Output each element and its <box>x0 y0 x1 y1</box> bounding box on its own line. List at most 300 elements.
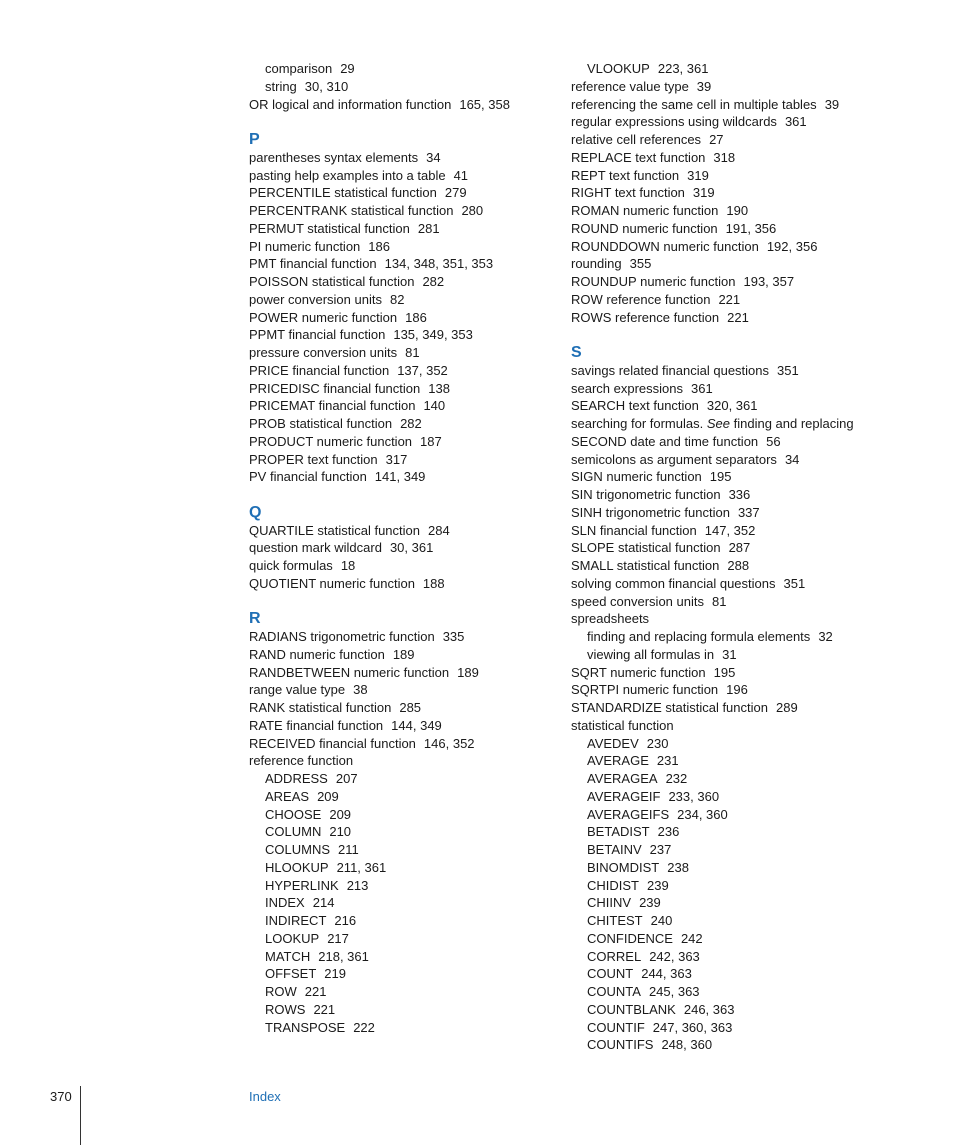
index-page-numbers: 81 <box>405 345 420 360</box>
index-page-numbers: 240 <box>650 913 673 928</box>
index-subentry <box>571 788 871 806</box>
index-subentry <box>571 965 871 983</box>
index-term: ROUND numeric function <box>571 220 718 236</box>
index-term: reference value type <box>571 78 689 94</box>
index-entry <box>571 78 871 96</box>
index-term: solving common financial questions <box>571 575 776 591</box>
index-term: SINH trigonometric function <box>571 504 730 520</box>
index-subentry <box>571 646 871 664</box>
index-page-numbers: 214 <box>312 895 335 911</box>
index-page-numbers: 191, 356 <box>725 220 777 236</box>
index-page-numbers: 223, 361 <box>657 61 709 76</box>
index-entry <box>571 291 871 309</box>
index-term: SQRT numeric function <box>571 664 706 680</box>
index-page-numbers: 144, 349 <box>391 717 442 733</box>
index-entry <box>571 593 871 611</box>
index-subentry <box>249 770 549 788</box>
index-entry <box>571 380 871 398</box>
index-entry <box>249 468 549 486</box>
index-entry <box>571 96 871 114</box>
index-term: RADIANS trigonometric function <box>249 629 435 644</box>
index-term: PRODUCT numeric function <box>249 433 413 449</box>
index-term: INDEX <box>265 895 305 911</box>
index-subentry <box>571 823 871 841</box>
index-term: ROW reference function <box>571 291 711 307</box>
index-term: ROWS reference function <box>571 309 720 325</box>
index-page-numbers: 238 <box>667 859 689 875</box>
index-page-numbers: 41 <box>453 167 469 183</box>
index-page-numbers: 213 <box>346 877 369 893</box>
index-page-numbers: 81 <box>711 593 727 609</box>
index-page-numbers: 141, 349 <box>374 469 426 485</box>
index-page-numbers: 147, 352 <box>704 522 756 538</box>
index-entry <box>249 309 549 327</box>
index-term: finding and replacing formula elements <box>587 629 811 644</box>
index-entry <box>249 646 549 664</box>
index-spacer <box>249 486 549 504</box>
index-term: PMT financial function <box>249 256 377 272</box>
index-page-numbers: 211, 361 <box>336 859 387 875</box>
index-letter-heading: S <box>571 344 582 361</box>
index-entry <box>571 362 871 380</box>
index-page-numbers: 242 <box>680 930 703 946</box>
index-page-numbers: 319 <box>692 185 715 201</box>
index-page-numbers: 279 <box>444 185 467 201</box>
index-term: QUOTIENT numeric function <box>249 575 415 591</box>
index-entry <box>249 664 549 682</box>
index-page-numbers: 30, 361 <box>389 540 434 556</box>
index-term: AVERAGE <box>587 753 649 769</box>
index-term: COUNTIFS <box>587 1037 654 1053</box>
index-subentry <box>571 930 871 948</box>
index-term: CHIINV <box>587 895 632 911</box>
index-subentry <box>571 859 871 877</box>
index-subentry <box>249 823 549 841</box>
index-entry <box>571 149 871 167</box>
index-page-numbers: 239 <box>647 877 669 893</box>
index-term: PERCENTRANK statistical function <box>249 203 454 218</box>
index-entry <box>249 220 549 238</box>
index-term: PROPER text function <box>249 451 378 467</box>
index-page-numbers: 207 <box>335 771 358 786</box>
index-term: RECEIVED financial function <box>249 735 416 751</box>
index-subentry <box>571 735 871 753</box>
index-page-numbers: 320, 361 <box>706 398 758 414</box>
index-subentry <box>249 912 549 930</box>
index-subentry <box>249 859 549 877</box>
index-page-numbers: 38 <box>353 682 368 698</box>
index-entry <box>249 397 549 415</box>
index-page-numbers: 135, 349, 353 <box>393 327 473 343</box>
index-term: PROB statistical function <box>249 416 393 431</box>
page-number: 370 <box>50 1089 72 1104</box>
index-term: BETADIST <box>587 824 650 840</box>
index-page-numbers: 34 <box>784 451 800 467</box>
index-page-numbers: 222 <box>353 1019 375 1035</box>
index-term: RANK statistical function <box>249 700 392 715</box>
index-entry <box>571 220 871 238</box>
index-term: POWER numeric function <box>249 309 398 325</box>
index-entry <box>571 131 871 149</box>
index-subentry <box>571 806 871 824</box>
index-page-numbers: 246, 363 <box>683 1001 735 1017</box>
index-entry <box>249 96 549 114</box>
index-subentry <box>571 1001 871 1019</box>
index-page-numbers: 137, 352 <box>397 362 448 378</box>
index-column-left <box>249 60 549 1036</box>
index-term: PRICE financial function <box>249 362 390 378</box>
index-entry <box>249 451 549 469</box>
index-term: HYPERLINK <box>265 877 339 893</box>
index-term: LOOKUP <box>265 930 320 946</box>
index-term: relative cell references <box>571 132 702 147</box>
index-page-numbers: 216 <box>334 913 357 928</box>
index-term: regular expressions using wildcards <box>571 114 777 130</box>
index-term: pressure conversion units <box>249 345 398 360</box>
index-entry <box>249 167 549 185</box>
index-page-numbers: 187 <box>420 433 442 449</box>
index-entry <box>571 202 871 220</box>
index-subentry <box>249 1019 549 1037</box>
index-page-numbers: 39 <box>824 96 840 112</box>
index-term: quick formulas <box>249 558 333 573</box>
index-column-right <box>571 60 871 1054</box>
index-term: ROUNDDOWN numeric function <box>571 238 759 254</box>
index-page-numbers: 134, 348, 351, 353 <box>384 256 494 272</box>
index-page-numbers: 247, 360, 363 <box>652 1019 733 1035</box>
index-page-numbers: 32 <box>818 629 833 644</box>
index-term: COUNT <box>587 966 634 982</box>
index-subentry <box>571 983 871 1001</box>
index-page-numbers: 355 <box>629 256 652 272</box>
index-entry <box>249 380 549 398</box>
index-term: QUARTILE statistical function <box>249 522 420 538</box>
index-subentry <box>571 948 871 966</box>
index-spacer <box>571 326 871 344</box>
index-term: AVERAGEIFS <box>587 806 670 822</box>
index-page-numbers: 196 <box>726 682 748 698</box>
index-term: CORREL <box>587 948 642 964</box>
index-entry <box>249 699 549 717</box>
index-page-numbers: 234, 360 <box>677 806 728 822</box>
index-page-numbers: 282 <box>422 274 445 289</box>
index-page-numbers: 361 <box>691 380 713 396</box>
index-spacer <box>249 113 549 131</box>
index-letter-heading: R <box>249 610 261 628</box>
index-entry <box>249 202 549 220</box>
index-entry <box>571 433 871 451</box>
index-entry <box>571 468 871 486</box>
index-page-numbers: 221 <box>718 291 741 307</box>
index-term: OFFSET <box>265 966 317 982</box>
index-term: SLN financial function <box>571 522 697 538</box>
index-page-numbers: 218, 361 <box>318 948 369 964</box>
index-page-numbers: 232 <box>665 771 688 786</box>
index-entry <box>249 344 549 362</box>
index-page-numbers: 319 <box>687 167 709 183</box>
index-term: savings related financial questions <box>571 362 770 378</box>
index-page-numbers: 146, 352 <box>423 735 475 751</box>
footer-divider <box>80 1086 81 1145</box>
index-entry <box>571 486 871 504</box>
index-term: CONFIDENCE <box>587 930 673 946</box>
index-entry <box>571 255 871 273</box>
index-term: COUNTIF <box>587 1019 645 1035</box>
index-page-numbers: 236 <box>657 824 680 840</box>
index-page-numbers: 39 <box>696 78 712 94</box>
index-entry <box>571 557 871 575</box>
index-term: SLOPE statistical function <box>571 540 721 556</box>
index-page-numbers: 221 <box>313 1001 336 1017</box>
index-entry <box>249 628 549 646</box>
index-entry <box>249 752 549 770</box>
index-term: CHIDIST <box>587 877 639 893</box>
index-letter-heading: Q <box>249 503 262 521</box>
index-term: BETAINV <box>587 842 642 857</box>
index-page-numbers: 239 <box>639 895 661 911</box>
index-term: STANDARDIZE statistical function <box>571 700 768 715</box>
index-page-numbers: 211 <box>338 842 359 857</box>
index-page-numbers: 289 <box>775 700 798 715</box>
index-subentry <box>571 877 871 895</box>
index-term: PV financial function <box>249 469 367 485</box>
index-term: COUNTBLANK <box>587 1001 676 1017</box>
index-entry <box>571 415 871 433</box>
index-term: HLOOKUP <box>265 859 329 875</box>
index-entry <box>249 681 549 699</box>
index-term: AVEDEV <box>587 735 639 751</box>
index-term: COLUMNS <box>265 842 331 857</box>
index-subentry <box>249 930 549 948</box>
index-subentry <box>249 806 549 824</box>
index-page-numbers: 231 <box>656 753 679 769</box>
index-subentry <box>249 60 549 78</box>
index-subentry <box>571 1019 871 1037</box>
index-subentry <box>571 60 871 78</box>
index-entry <box>571 184 871 202</box>
index-page-numbers: 34 <box>426 149 441 165</box>
index-term: pasting help examples into a table <box>249 167 446 183</box>
index-entry <box>571 309 871 327</box>
index-page-numbers: 233, 360 <box>668 788 720 804</box>
index-term: TRANSPOSE <box>265 1019 346 1035</box>
index-subentry <box>249 894 549 912</box>
index-term: AVERAGEIF <box>587 788 661 804</box>
index-subentry <box>571 894 871 912</box>
index-page-numbers: 221 <box>727 309 749 325</box>
index-term: ADDRESS <box>265 771 328 786</box>
index-page-numbers: 242, 363 <box>649 948 700 964</box>
index-term: RANDBETWEEN numeric function <box>249 664 450 680</box>
index-term: REPT text function <box>571 167 680 183</box>
index-term: parentheses syntax elements <box>249 149 419 165</box>
index-page-numbers: 195 <box>709 469 732 485</box>
index-entry <box>571 113 871 131</box>
see-reference-target: finding and replacing <box>733 416 854 431</box>
index-term: speed conversion units <box>571 593 704 609</box>
index-term: SQRTPI numeric function <box>571 682 719 698</box>
index-term: AVERAGEA <box>587 771 658 786</box>
index-term: RAND numeric function <box>249 646 385 662</box>
index-entry <box>249 362 549 380</box>
index-term: PPMT financial function <box>249 327 386 343</box>
index-page-numbers: 192, 356 <box>766 238 818 254</box>
index-page-numbers: 285 <box>399 700 422 715</box>
index-page-numbers: 193, 357 <box>743 274 795 289</box>
index-entry <box>249 415 549 433</box>
index-entry <box>249 184 549 202</box>
index-subentry <box>249 965 549 983</box>
index-page-numbers: 288 <box>727 558 750 573</box>
index-entry <box>571 238 871 256</box>
index-subentry <box>571 752 871 770</box>
index-page-numbers: 282 <box>400 416 422 431</box>
index-term: range value type <box>249 682 346 698</box>
index-term: BINOMDIST <box>587 859 660 875</box>
index-subentry <box>249 1001 549 1019</box>
index-entry <box>249 291 549 309</box>
index-entry <box>571 504 871 522</box>
index-term: VLOOKUP <box>587 61 650 76</box>
index-page-numbers: 361 <box>784 114 807 130</box>
index-page-numbers: 195 <box>713 664 736 680</box>
index-term: OR logical and information function <box>249 96 452 112</box>
index-subentry <box>571 912 871 930</box>
index-page-numbers: 18 <box>340 558 356 573</box>
index-page-numbers: 287 <box>728 540 751 556</box>
index-term: ROWS <box>265 1001 306 1017</box>
index-term: RIGHT text function <box>571 185 685 201</box>
index-page-numbers: 281 <box>417 220 440 236</box>
index-page-numbers: 351 <box>777 362 799 378</box>
index-subentry <box>571 841 871 859</box>
index-page-numbers: 280 <box>461 203 484 218</box>
index-page-numbers: 230 <box>646 735 669 751</box>
index-page-numbers: 27 <box>709 132 724 147</box>
index-page-numbers: 189 <box>392 646 415 662</box>
index-term: RATE financial function <box>249 717 384 733</box>
see-reference-label: See <box>706 416 730 431</box>
index-term: PERMUT statistical function <box>249 220 410 236</box>
index-subentry <box>249 983 549 1001</box>
index-entry <box>571 397 871 415</box>
index-page-numbers: 190 <box>726 203 749 218</box>
index-page-numbers: 318 <box>713 149 736 165</box>
index-entry <box>249 575 549 593</box>
index-entry <box>571 451 871 469</box>
index-subentry <box>249 78 549 96</box>
index-term: PI numeric function <box>249 238 361 254</box>
index-entry <box>249 735 549 753</box>
index-term: SECOND date and time function <box>571 433 759 449</box>
index-entry <box>571 699 871 717</box>
index-term: ROUNDUP numeric function <box>571 274 736 289</box>
index-term: comparison <box>265 61 333 76</box>
index-page-numbers: 209 <box>317 788 339 804</box>
index-term: search expressions <box>571 380 683 396</box>
index-subentry <box>249 948 549 966</box>
index-page-numbers: 31 <box>722 646 737 662</box>
index-entry <box>249 149 549 167</box>
index-term: statistical function <box>571 717 674 733</box>
index-term: string <box>265 78 297 94</box>
index-term: question mark wildcard <box>249 540 382 556</box>
index-term: PRICEDISC financial function <box>249 380 421 396</box>
index-page-numbers: 186 <box>368 238 390 254</box>
index-entry <box>249 557 549 575</box>
index-entry <box>571 664 871 682</box>
index-page-numbers: 336 <box>728 487 751 502</box>
index-page-numbers: 209 <box>329 806 352 822</box>
index-term: viewing all formulas in <box>587 646 715 662</box>
index-entry <box>571 273 871 291</box>
index-page-numbers: 186 <box>405 309 427 325</box>
index-entry <box>571 717 871 735</box>
index-entry <box>571 522 871 540</box>
index-entry <box>249 433 549 451</box>
index-page-numbers: 210 <box>329 824 352 840</box>
index-term: SEARCH text function <box>571 398 699 414</box>
index-term: PERCENTILE statistical function <box>249 185 437 201</box>
index-term: SMALL statistical function <box>571 558 720 573</box>
index-entry <box>571 575 871 593</box>
index-subentry <box>571 628 871 646</box>
index-term: MATCH <box>265 948 311 964</box>
index-page-numbers: 245, 363 <box>648 984 700 999</box>
index-entry <box>249 255 549 273</box>
index-page-numbers: 219 <box>324 966 346 982</box>
index-page-numbers: 189 <box>457 664 479 680</box>
index-page-numbers: 29 <box>340 61 355 76</box>
index-page-numbers: 337 <box>737 504 760 520</box>
index-entry <box>249 522 549 540</box>
index-page-numbers: 237 <box>649 842 672 857</box>
index-subentry <box>249 877 549 895</box>
index-term: semicolons as argument separators <box>571 451 777 467</box>
index-term: referencing the same cell in multiple tables <box>571 96 817 112</box>
index-term: SIGN numeric function <box>571 469 702 485</box>
index-entry <box>571 681 871 699</box>
index-term: reference function <box>249 753 354 769</box>
index-page-numbers: 56 <box>766 433 781 449</box>
index-term: SIN trigonometric function <box>571 487 721 502</box>
index-page-numbers: 140 <box>423 398 446 414</box>
index-term: COLUMN <box>265 824 322 840</box>
index-page-numbers: 217 <box>327 930 349 946</box>
index-page-numbers: 248, 360 <box>661 1037 713 1053</box>
index-subentry <box>249 788 549 806</box>
index-page-numbers: 165, 358 <box>459 96 510 112</box>
footer-section-label: Index <box>249 1089 281 1104</box>
index-term: INDIRECT <box>265 913 327 928</box>
index-spacer <box>249 593 549 611</box>
index-entry <box>249 273 549 291</box>
index-entry <box>249 238 549 256</box>
index-entry <box>249 539 549 557</box>
index-entry <box>571 167 871 185</box>
index-entry <box>571 539 871 557</box>
index-page-numbers: 188 <box>422 575 445 591</box>
index-term: REPLACE text function <box>571 149 706 165</box>
index-entry <box>249 717 549 735</box>
index-term: POISSON statistical function <box>249 274 415 289</box>
index-page-numbers: 244, 363 <box>641 966 692 982</box>
index-page-numbers: 30, 310 <box>304 78 349 94</box>
index-term: searching for formulas. <box>571 416 704 431</box>
index-subentry <box>571 770 871 788</box>
index-page-numbers: 351 <box>783 575 806 591</box>
index-term: AREAS <box>265 788 310 804</box>
